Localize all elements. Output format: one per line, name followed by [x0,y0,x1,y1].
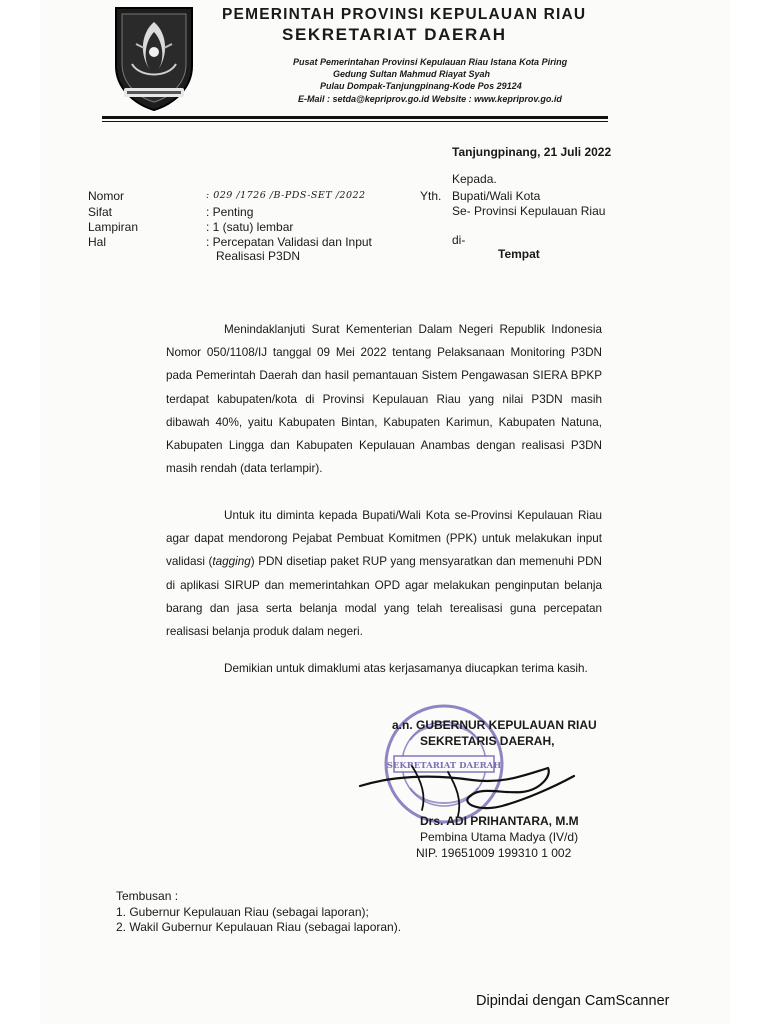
recipient-line-2: Se- Provinsi Kepulauan Riau [452,204,606,218]
tembusan-title: Tembusan : [116,889,179,903]
signatory-rank: Pembina Utama Madya (IV/d) [420,830,579,844]
letterhead-address-1: Pusat Pemerintahan Provinsi Kepulauan Riau Istana Kota Piring [293,57,568,67]
signatory-name: Drs. ADI PRIHANTARA, M.M [420,814,579,828]
letterhead-rule-thick [102,116,608,119]
letter-date: Tanjungpinang, 21 Juli 2022 [452,145,612,159]
body-paragraph-2 [166,504,602,643]
hal-value-line-2: Realisasi P3DN [216,249,301,263]
lampiran-label: Lampiran [88,220,139,234]
sifat-label: Sifat [88,205,113,219]
signature-title-1: a.n. GUBERNUR KEPULAUAN RIAU [392,718,597,732]
provincial-emblem-logo [110,4,198,112]
paragraph-2-italic-term: tagging [212,555,251,569]
lampiran-value: : 1 (satu) lembar [206,220,294,234]
nomor-label: Nomor [88,189,125,203]
scanner-watermark: Dipindai dengan CamScanner [476,993,670,1009]
paragraph-2-text-b: ) PDN disetiap paket RUP yang mensyaratkan dan memenuhi PDN di aplikasi SIRUP dan memerintahkan OPD agar melakukan penginputan belanja barang dan jasa serta belanja modal yang telah terealisasi guna percepatan realisasi belanja produk dalam negeri. [166,555,602,639]
letterhead-government: PEMERINTAH PROVINSI KEPULAUAN RIAU [222,6,587,23]
signature-title-2: SEKRETARIS DAERAH, [420,734,555,748]
letterhead-address-2: Gedung Sultan Mahmud Riayat Syah [333,69,491,79]
closing-sentence: Demikian untuk dimaklumi atas kerjasamanya diucapkan terima kasih. [224,662,588,675]
signatory-nip: NIP. 19651009 199310 1 002 [416,846,572,860]
paragraph-2-text-a: Untuk itu diminta kepada Bupati/Wali Kota se-Provinsi Kepulauan Riau agar dapat mendorong Pejabat Pembuat Komitmen (PPK) untuk melakukan input validasi ( [166,509,602,569]
hal-value-line-1: : Percepatan Validasi dan Input [206,235,372,249]
recipient-kepada: Kepada. [452,172,497,186]
recipient-tempat: Tempat [498,247,540,261]
letterhead-office: SEKRETARIAT DAERAH [282,25,507,44]
nomor-value: : 029 /1726 /B-PDS-SET /2022 [206,190,366,201]
letterhead-rule-thin [102,121,608,122]
hal-label: Hal [88,235,107,249]
recipient-di: di- [452,233,466,247]
tembusan-item-1: 1. Gubernur Kepulauan Riau (sebagai laporan); [116,905,369,919]
body-paragraph-1: Menindaklanjuti Surat Kementerian Dalam Negeri Republik Indonesia Nomor 050/1108/IJ tanggal 09 Mei 2022 tentang Pelaksanaan Monitoring P3DN pada Pemerintah Daerah dan hasil pemantauan Sistem Pengawasan SIERA BPKP terdapat kabupaten/kota di Provinsi Kepulauan Riau yang nilai P3DN masih dibawah 40%, yaitu Kabupaten Bintan, Kabupaten Karimun, Kabupaten Natuna, Kabupaten Lingga dan Kabupaten Kepulauan Anambas dengan realisasi P3DN masih rendah (data terlampir). [166,323,602,476]
letterhead-address-3: Pulau Dompak-Tanjungpinang-Kode Pos 29124 [320,81,522,91]
letterhead-address-4: E-Mail : setda@kepriprov.go.id Website : www.kepriprov.go.id [298,94,562,104]
tembusan-item-2: 2. Wakil Gubernur Kepulauan Riau (sebagai laporan). [116,920,402,934]
recipient-line-1: Bupati/Wali Kota [452,189,541,203]
stamp-lettering: SEKRETARIAT DAERAH [386,761,502,771]
sifat-value: : Penting [206,205,254,219]
recipient-yth: Yth. [420,189,442,203]
